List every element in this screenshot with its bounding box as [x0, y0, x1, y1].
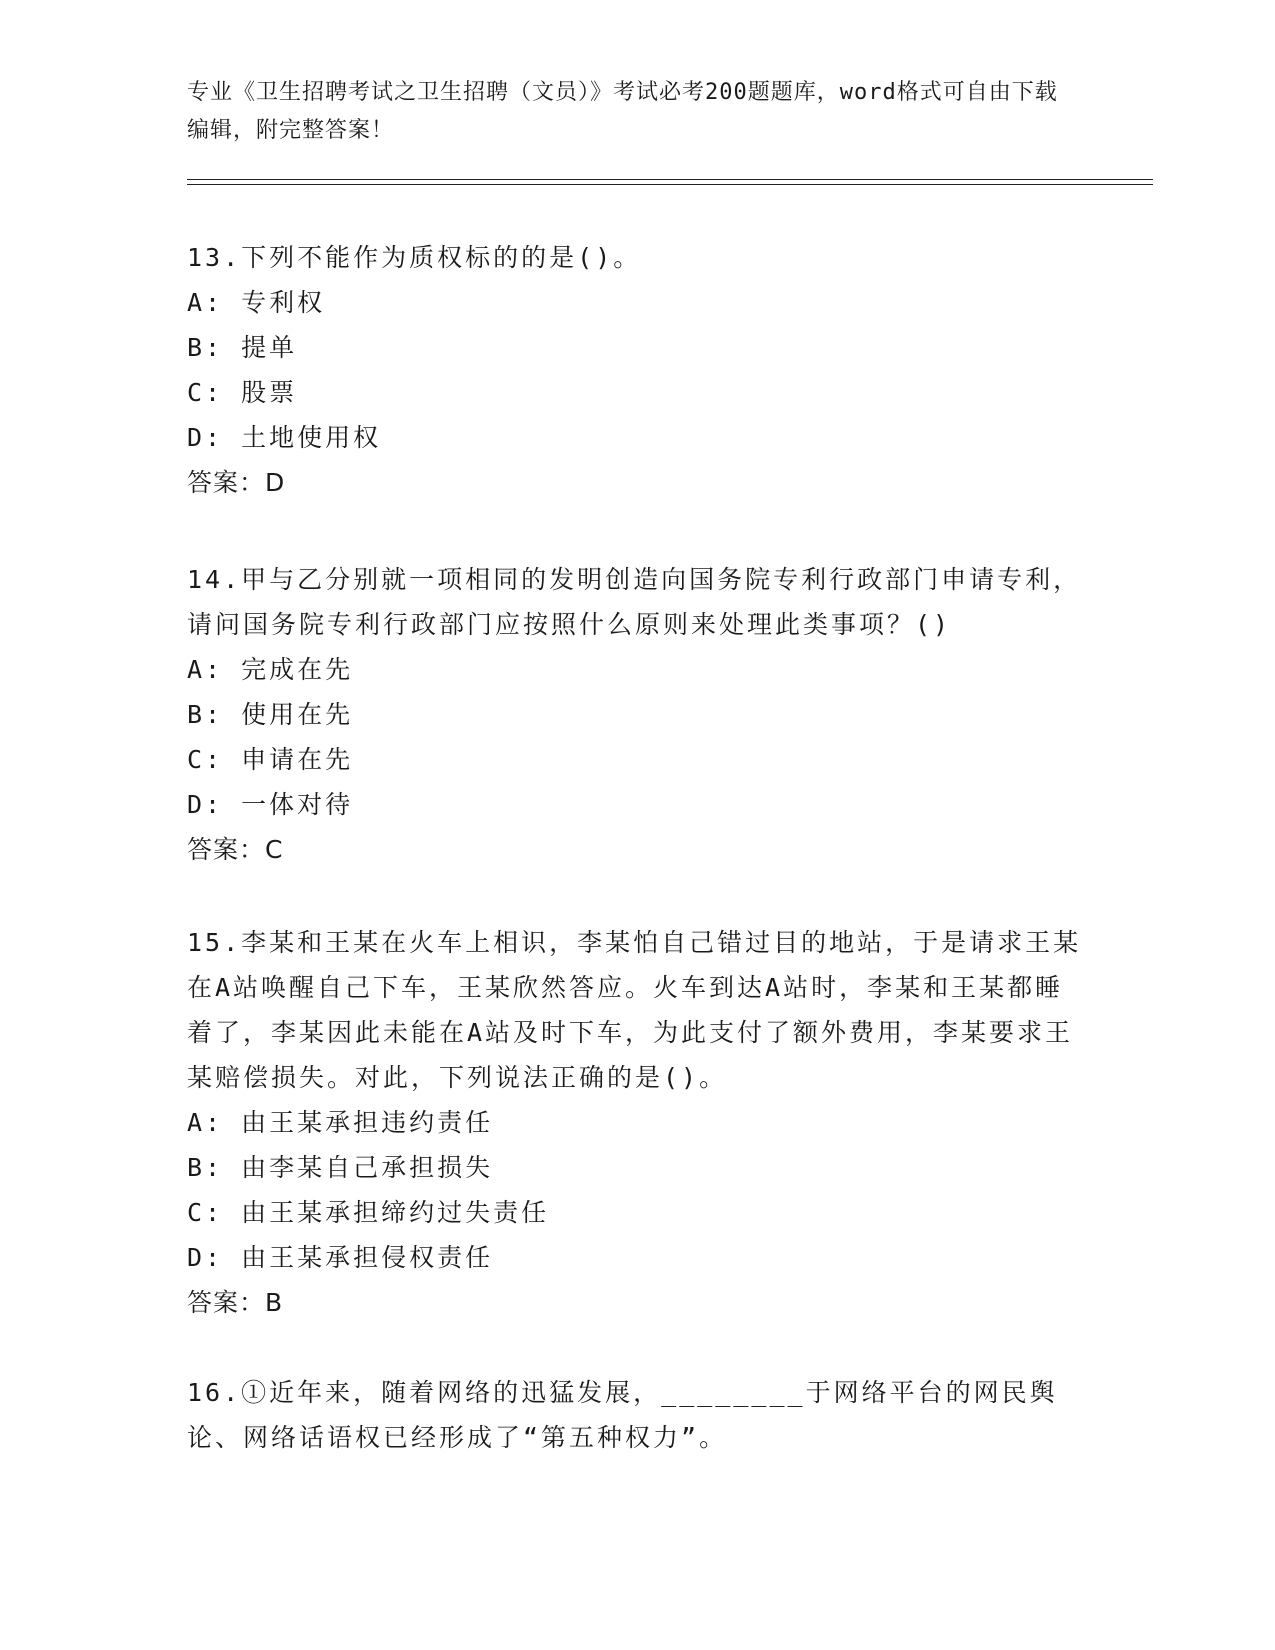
option-b: B: 使用在先 [187, 700, 354, 729]
answer: 答案：B [187, 1288, 284, 1317]
option-c: C: 申请在先 [187, 745, 354, 774]
question-16 [187, 1370, 1087, 1460]
question-stem: 13.下列不能作为质权标的的是()。 [187, 243, 642, 272]
option-c: C: 由王某承担缔约过失责任 [187, 1198, 550, 1227]
option-c: C: 股票 [187, 378, 298, 407]
answer: 答案：C [187, 835, 284, 864]
question-14 [187, 557, 1087, 872]
option-a: A: 专利权 [187, 288, 326, 317]
document-header: 专业《卫生招聘考试之卫生招聘（文员）》考试必考200题题库，word格式可自由下载编辑，附完整答案！ [187, 80, 1058, 143]
option-a: A: 由王某承担违约责任 [187, 1108, 494, 1137]
option-a: A: 完成在先 [187, 655, 354, 684]
option-d: D: 土地使用权 [187, 423, 382, 452]
question-stem: 15.李某和王某在火车上相识，李某怕自己错过目的地站，于是请求王某在A站唤醒自己下车，王某欣然答应。火车到达A站时，李某和王某都睡着了，李某因此未能在A站及时下车，为此支付了额外费用，李某要求王某赔偿损失。对此，下列说法正确的是()。 [187, 928, 1082, 1092]
question-13 [187, 235, 1087, 505]
header-divider-top [187, 179, 1153, 180]
answer: 答案：D [187, 468, 286, 497]
option-b: B: 提单 [187, 333, 298, 362]
question-15 [187, 920, 1087, 1325]
question-stem: 16.①近年来，随着网络的迅猛发展，________于网络平台的网民舆论、网络话语权已经形成了“第五种权力”。 [187, 1378, 1058, 1452]
question-stem: 14.甲与乙分别就一项相同的发明创造向国务院专利行政部门申请专利，请问国务院专利行政部门应按照什么原则来处理此类事项？() [187, 565, 1082, 639]
option-b: B: 由李某自己承担损失 [187, 1153, 494, 1182]
option-d: D: 由王某承担侵权责任 [187, 1243, 494, 1272]
header-divider-bottom [187, 184, 1153, 185]
option-d: D: 一体对待 [187, 790, 354, 819]
